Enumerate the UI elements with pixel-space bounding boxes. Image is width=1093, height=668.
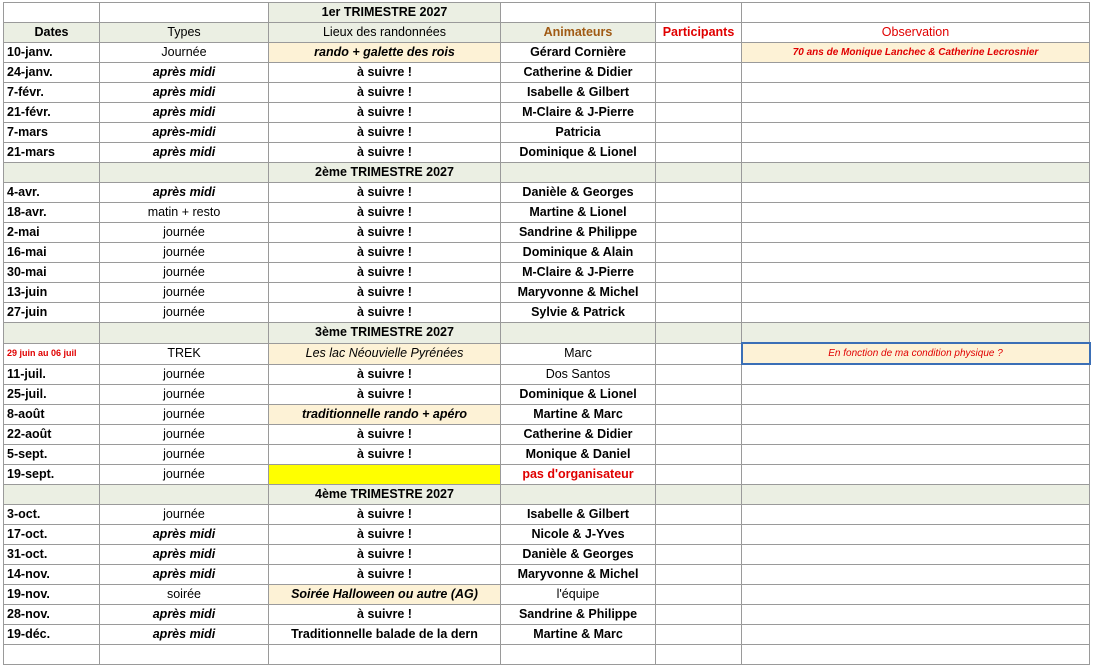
type-cell[interactable]: après midi — [100, 625, 269, 645]
table-row — [4, 63, 1090, 83]
trimester-band — [4, 485, 1090, 505]
table-row — [4, 43, 1090, 63]
participants-cell[interactable] — [656, 585, 742, 605]
date-cell[interactable]: 25-juil. — [4, 385, 100, 405]
lieu-cell[interactable]: à suivre ! — [269, 123, 501, 143]
table-row — [4, 203, 1090, 223]
observation-cell[interactable] — [742, 385, 1090, 405]
lieu-cell[interactable]: Les lac Néouvielle Pyrénées — [269, 343, 501, 364]
participants-cell[interactable] — [656, 123, 742, 143]
observation-cell[interactable] — [742, 103, 1090, 123]
participants-cell[interactable] — [656, 243, 742, 263]
table-row — [4, 545, 1090, 565]
observation-cell[interactable] — [742, 83, 1090, 103]
type-cell[interactable]: Journée — [100, 43, 269, 63]
animateur-cell[interactable]: Catherine & Didier — [501, 63, 656, 83]
type-cell[interactable]: après midi — [100, 103, 269, 123]
lieu-cell[interactable]: à suivre ! — [269, 63, 501, 83]
participants-cell[interactable] — [656, 203, 742, 223]
animateur-cell[interactable]: Isabelle & Gilbert — [501, 83, 656, 103]
date-cell[interactable]: 3-oct. — [4, 505, 100, 525]
observation-cell[interactable] — [742, 203, 1090, 223]
observation-cell[interactable] — [742, 625, 1090, 645]
type-cell[interactable]: journée — [100, 505, 269, 525]
table-row — [4, 425, 1090, 445]
animateur-cell[interactable]: Dos Santos — [501, 364, 656, 385]
lieu-cell[interactable] — [269, 465, 501, 485]
cell[interactable] — [4, 163, 100, 183]
date-cell[interactable]: 18-avr. — [4, 203, 100, 223]
cell[interactable] — [501, 645, 656, 665]
participants-cell[interactable] — [656, 465, 742, 485]
cell[interactable] — [501, 485, 656, 505]
cell[interactable] — [4, 3, 100, 23]
participants-cell[interactable] — [656, 43, 742, 63]
table-row — [4, 263, 1090, 283]
date-cell[interactable]: 11-juil. — [4, 364, 100, 385]
participants-cell[interactable] — [656, 605, 742, 625]
table-row — [4, 465, 1090, 485]
observation-cell[interactable] — [742, 243, 1090, 263]
lieu-cell[interactable]: à suivre ! — [269, 505, 501, 525]
cell[interactable] — [4, 485, 100, 505]
date-cell[interactable]: 19-sept. — [4, 465, 100, 485]
date-cell[interactable]: 4-avr. — [4, 183, 100, 203]
type-cell[interactable]: après midi — [100, 605, 269, 625]
lieu-cell[interactable]: à suivre ! — [269, 565, 501, 585]
lieu-cell[interactable]: Traditionnelle balade de la dern — [269, 625, 501, 645]
participants-cell[interactable] — [656, 545, 742, 565]
type-cell[interactable]: journée — [100, 223, 269, 243]
participants-cell[interactable] — [656, 364, 742, 385]
header-lieux[interactable]: Lieux des randonnées — [269, 23, 501, 43]
type-cell[interactable]: après midi — [100, 545, 269, 565]
participants-cell[interactable] — [656, 63, 742, 83]
observation-cell[interactable] — [742, 303, 1090, 323]
observation-cell[interactable] — [742, 283, 1090, 303]
type-cell[interactable]: journée — [100, 405, 269, 425]
observation-cell[interactable] — [742, 123, 1090, 143]
date-cell[interactable]: 17-oct. — [4, 525, 100, 545]
table-row — [4, 445, 1090, 465]
lieu-cell[interactable]: à suivre ! — [269, 545, 501, 565]
table-row — [4, 625, 1090, 645]
trimester-title[interactable]: 1er TRIMESTRE 2027 — [269, 3, 501, 23]
date-cell[interactable]: 24-janv. — [4, 63, 100, 83]
observation-cell[interactable] — [742, 565, 1090, 585]
observation-cell[interactable] — [742, 183, 1090, 203]
type-cell[interactable]: journée — [100, 283, 269, 303]
table-row — [4, 505, 1090, 525]
date-cell[interactable]: 2-mai — [4, 223, 100, 243]
hiking-schedule-table — [3, 2, 1091, 665]
lieu-cell[interactable]: à suivre ! — [269, 525, 501, 545]
trimester-band — [4, 323, 1090, 344]
animateur-cell[interactable]: Nicole & J-Yves — [501, 525, 656, 545]
cell[interactable] — [656, 645, 742, 665]
header-observation[interactable]: Observation — [742, 23, 1090, 43]
cell[interactable] — [656, 485, 742, 505]
animateur-cell[interactable]: M-Claire & J-Pierre — [501, 263, 656, 283]
observation-cell[interactable] — [742, 63, 1090, 83]
participants-cell[interactable] — [656, 525, 742, 545]
participants-cell[interactable] — [656, 385, 742, 405]
animateur-cell[interactable]: Martine & Marc — [501, 405, 656, 425]
table-row — [4, 405, 1090, 425]
observation-cell[interactable] — [742, 545, 1090, 565]
table-row — [4, 183, 1090, 203]
cell[interactable] — [501, 3, 656, 23]
type-cell[interactable]: journée — [100, 364, 269, 385]
date-cell[interactable]: 28-nov. — [4, 605, 100, 625]
animateur-cell[interactable]: M-Claire & J-Pierre — [501, 103, 656, 123]
animateur-cell[interactable]: Isabelle & Gilbert — [501, 505, 656, 525]
cell[interactable] — [100, 3, 269, 23]
type-cell[interactable]: soirée — [100, 585, 269, 605]
header-animateurs[interactable]: Animateurs — [501, 23, 656, 43]
participants-cell[interactable] — [656, 103, 742, 123]
type-cell[interactable]: journée — [100, 465, 269, 485]
type-cell[interactable]: après midi — [100, 565, 269, 585]
cell[interactable] — [501, 323, 656, 344]
table-row — [4, 303, 1090, 323]
participants-cell[interactable] — [656, 223, 742, 243]
date-cell[interactable]: 7-févr. — [4, 83, 100, 103]
date-cell[interactable]: 13-juin — [4, 283, 100, 303]
lieu-cell[interactable]: à suivre ! — [269, 243, 501, 263]
header-row-1 — [4, 3, 1090, 23]
header-participants[interactable]: Participants — [656, 23, 742, 43]
type-cell[interactable]: journée — [100, 263, 269, 283]
animateur-cell[interactable]: Dominique & Lionel — [501, 143, 656, 163]
trimester-title[interactable]: 4ème TRIMESTRE 2027 — [269, 485, 501, 505]
type-cell[interactable]: journée — [100, 425, 269, 445]
date-cell[interactable]: 21-févr. — [4, 103, 100, 123]
animateur-cell[interactable]: Dominique & Alain — [501, 243, 656, 263]
animateur-cell[interactable]: Martine & Marc — [501, 625, 656, 645]
cell[interactable] — [656, 163, 742, 183]
cell[interactable] — [656, 323, 742, 344]
participants-cell[interactable] — [656, 183, 742, 203]
date-cell[interactable]: 5-sept. — [4, 445, 100, 465]
animateur-cell[interactable]: Martine & Lionel — [501, 203, 656, 223]
table-row — [4, 83, 1090, 103]
table-row — [4, 283, 1090, 303]
date-cell[interactable]: 31-oct. — [4, 545, 100, 565]
table-row — [4, 525, 1090, 545]
lieu-cell[interactable]: à suivre ! — [269, 263, 501, 283]
type-cell[interactable]: après midi — [100, 83, 269, 103]
type-cell[interactable]: après midi — [100, 63, 269, 83]
type-cell[interactable]: après midi — [100, 183, 269, 203]
trimester-band — [4, 163, 1090, 183]
lieu-cell[interactable]: à suivre ! — [269, 83, 501, 103]
participants-cell[interactable] — [656, 625, 742, 645]
animateur-cell[interactable]: Sandrine & Philippe — [501, 605, 656, 625]
observation-cell[interactable]: 70 ans de Monique Lanchec & Catherine Lecrosnier — [742, 43, 1090, 63]
header-types[interactable]: Types — [100, 23, 269, 43]
animateur-cell[interactable]: Danièle & Georges — [501, 545, 656, 565]
participants-cell[interactable] — [656, 303, 742, 323]
observation-cell[interactable] — [742, 425, 1090, 445]
participants-cell[interactable] — [656, 565, 742, 585]
observation-cell[interactable] — [742, 364, 1090, 385]
animateur-cell[interactable]: Maryvonne & Michel — [501, 565, 656, 585]
date-cell[interactable]: 10-janv. — [4, 43, 100, 63]
date-cell[interactable]: 16-mai — [4, 243, 100, 263]
animateur-cell[interactable]: pas d'organisateur — [501, 465, 656, 485]
table-row — [4, 565, 1090, 585]
participants-cell[interactable] — [656, 405, 742, 425]
table-row — [4, 143, 1090, 163]
date-cell[interactable]: 22-août — [4, 425, 100, 445]
type-cell[interactable]: journée — [100, 303, 269, 323]
animateur-cell[interactable]: Sylvie & Patrick — [501, 303, 656, 323]
lieu-cell[interactable]: Soirée Halloween ou autre (AG) — [269, 585, 501, 605]
lieu-cell[interactable]: à suivre ! — [269, 143, 501, 163]
type-cell[interactable]: matin + resto — [100, 203, 269, 223]
type-cell[interactable]: après-midi — [100, 123, 269, 143]
cell[interactable] — [100, 485, 269, 505]
type-cell[interactable]: après midi — [100, 525, 269, 545]
participants-cell[interactable] — [656, 143, 742, 163]
header-row-2 — [4, 23, 1090, 43]
observation-cell[interactable]: En fonction de ma condition physique ? — [742, 343, 1090, 364]
animateur-cell[interactable]: Patricia — [501, 123, 656, 143]
cell[interactable] — [742, 485, 1090, 505]
cell[interactable] — [4, 323, 100, 344]
lieu-cell[interactable]: traditionnelle rando + apéro — [269, 405, 501, 425]
participants-cell[interactable] — [656, 263, 742, 283]
animateur-cell[interactable]: Marc — [501, 343, 656, 364]
cell[interactable] — [656, 3, 742, 23]
animateur-cell[interactable]: l'équipe — [501, 585, 656, 605]
date-cell[interactable]: 19-nov. — [4, 585, 100, 605]
animateur-cell[interactable]: Maryvonne & Michel — [501, 283, 656, 303]
date-cell[interactable]: 30-mai — [4, 263, 100, 283]
table-row — [4, 103, 1090, 123]
lieu-cell[interactable]: à suivre ! — [269, 445, 501, 465]
animateur-cell[interactable]: Dominique & Lionel — [501, 385, 656, 405]
participants-cell[interactable] — [656, 343, 742, 364]
type-cell[interactable]: TREK — [100, 343, 269, 364]
observation-cell[interactable] — [742, 223, 1090, 243]
observation-cell[interactable] — [742, 143, 1090, 163]
cell[interactable] — [100, 645, 269, 665]
observation-cell[interactable] — [742, 585, 1090, 605]
cell[interactable] — [742, 323, 1090, 344]
table-row — [4, 243, 1090, 263]
participants-cell[interactable] — [656, 283, 742, 303]
observation-cell[interactable] — [742, 405, 1090, 425]
date-cell[interactable]: 19-déc. — [4, 625, 100, 645]
type-cell[interactable]: journée — [100, 385, 269, 405]
trimester-title[interactable]: 3ème TRIMESTRE 2027 — [269, 323, 501, 344]
observation-cell[interactable] — [742, 445, 1090, 465]
lieu-cell[interactable]: à suivre ! — [269, 103, 501, 123]
table-row — [4, 123, 1090, 143]
cell[interactable] — [742, 645, 1090, 665]
empty-row — [4, 645, 1090, 665]
lieu-cell[interactable]: rando + galette des rois — [269, 43, 501, 63]
date-cell[interactable]: 14-nov. — [4, 565, 100, 585]
date-cell[interactable]: 21-mars — [4, 143, 100, 163]
cell[interactable] — [742, 163, 1090, 183]
cell[interactable] — [100, 323, 269, 344]
cell[interactable] — [100, 163, 269, 183]
date-cell[interactable]: 27-juin — [4, 303, 100, 323]
lieu-cell[interactable]: à suivre ! — [269, 364, 501, 385]
lieu-cell[interactable]: à suivre ! — [269, 425, 501, 445]
header-dates[interactable]: Dates — [4, 23, 100, 43]
animateur-cell[interactable]: Sandrine & Philippe — [501, 223, 656, 243]
observation-cell[interactable] — [742, 465, 1090, 485]
animateur-cell[interactable]: Gérard Cornière — [501, 43, 656, 63]
type-cell[interactable]: journée — [100, 445, 269, 465]
observation-cell[interactable] — [742, 263, 1090, 283]
lieu-cell[interactable]: à suivre ! — [269, 223, 501, 243]
date-cell[interactable]: 29 juin au 06 juil — [4, 343, 100, 364]
animateur-cell[interactable]: Danièle & Georges — [501, 183, 656, 203]
cell[interactable] — [269, 645, 501, 665]
lieu-cell[interactable]: à suivre ! — [269, 385, 501, 405]
animateur-cell[interactable]: Monique & Daniel — [501, 445, 656, 465]
lieu-cell[interactable]: à suivre ! — [269, 283, 501, 303]
type-cell[interactable]: journée — [100, 243, 269, 263]
trimester-title[interactable]: 2ème TRIMESTRE 2027 — [269, 163, 501, 183]
animateur-cell[interactable]: Catherine & Didier — [501, 425, 656, 445]
date-cell[interactable]: 7-mars — [4, 123, 100, 143]
type-cell[interactable]: après midi — [100, 143, 269, 163]
table-row — [4, 364, 1090, 385]
lieu-cell[interactable]: à suivre ! — [269, 605, 501, 625]
observation-cell[interactable] — [742, 525, 1090, 545]
table-row — [4, 343, 1090, 364]
lieu-cell[interactable]: à suivre ! — [269, 203, 501, 223]
lieu-cell[interactable]: à suivre ! — [269, 183, 501, 203]
cell[interactable] — [4, 645, 100, 665]
participants-cell[interactable] — [656, 505, 742, 525]
table-row — [4, 223, 1090, 243]
table-row — [4, 585, 1090, 605]
lieu-cell[interactable]: à suivre ! — [269, 303, 501, 323]
cell[interactable] — [501, 163, 656, 183]
table-row — [4, 605, 1090, 625]
participants-cell[interactable] — [656, 445, 742, 465]
participants-cell[interactable] — [656, 425, 742, 445]
observation-cell[interactable] — [742, 605, 1090, 625]
participants-cell[interactable] — [656, 83, 742, 103]
date-cell[interactable]: 8-août — [4, 405, 100, 425]
observation-cell[interactable] — [742, 505, 1090, 525]
cell[interactable] — [742, 3, 1090, 23]
table-row — [4, 385, 1090, 405]
